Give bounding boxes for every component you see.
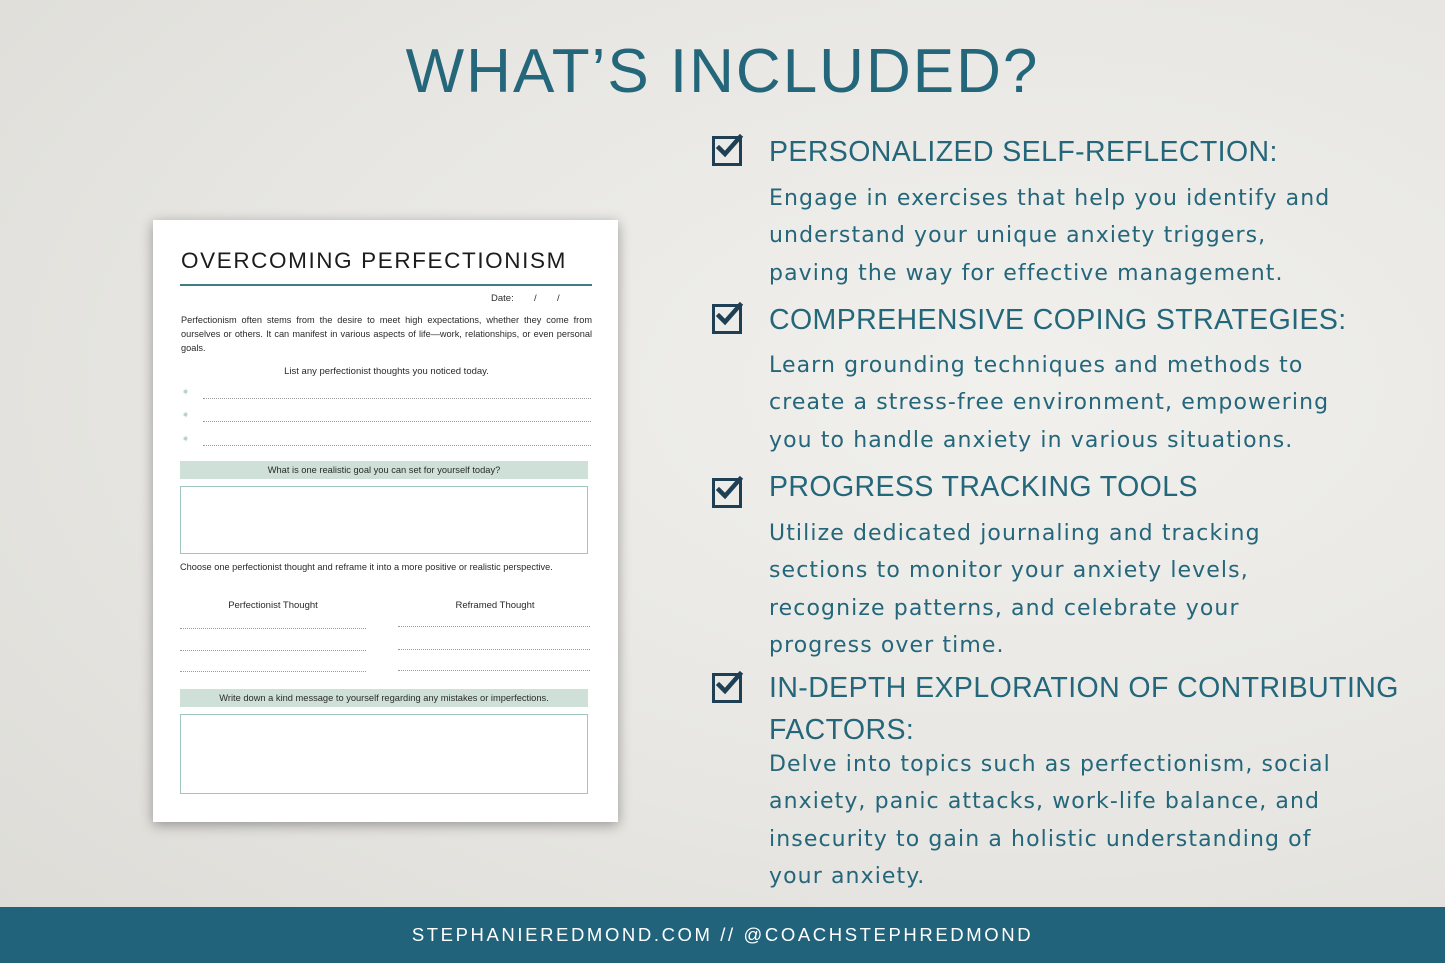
worksheet-title: OVERCOMING PERFECTIONISM bbox=[181, 248, 567, 273]
feature-title: PROGRESS TRACKING TOOLS bbox=[769, 471, 1198, 503]
dotted-line bbox=[203, 421, 591, 422]
dotted-line bbox=[180, 671, 366, 672]
checkbox-checked-icon bbox=[712, 673, 742, 703]
arrow-icon: ➧ bbox=[181, 409, 191, 421]
dotted-line bbox=[203, 445, 591, 446]
feature-description: Utilize dedicated journaling and tracking sections to monitor your anxiety levels, recognize patterns, and celebrate your progress over time. bbox=[769, 521, 1261, 658]
perfectionist-thought-label: Perfectionist Thought bbox=[228, 600, 318, 611]
reframe-prompt: Choose one perfectionist thought and reframe it into a more positive or realistic perspective. bbox=[180, 562, 553, 572]
worksheet-preview bbox=[153, 220, 618, 822]
kind-message-band: Write down a kind message to yourself regarding any mistakes or imperfections. bbox=[180, 689, 588, 707]
thought-line bbox=[181, 385, 591, 399]
footer-bar bbox=[0, 907, 1445, 963]
arrow-icon: ➧ bbox=[181, 433, 191, 445]
feature-title: IN-DEPTH EXPLORATION OF CONTRIBUTING FACTORS: bbox=[769, 672, 1399, 746]
title-divider bbox=[180, 284, 592, 286]
dotted-line bbox=[180, 628, 366, 629]
feature-description: Delve into topics such as perfectionism, social anxiety, panic attacks, work-life balance, and insecurity to gain a holistic understanding of your anxiety. bbox=[769, 752, 1331, 889]
worksheet-intro: Perfectionism often stems from the desire to meet high expectations, whether they come from ourselves or others. It can manifest in various aspects of life—work, relationships, or even personal goals. bbox=[181, 315, 592, 353]
checkbox-checked-icon bbox=[712, 478, 742, 508]
date-separator: / bbox=[557, 293, 560, 304]
dotted-line bbox=[398, 626, 590, 627]
feature-description: Learn grounding techniques and methods to create a stress-free environment, empowering you to handle anxiety in various situations. bbox=[769, 353, 1330, 453]
reframed-thought-label: Reframed Thought bbox=[455, 600, 535, 611]
feature-title: PERSONALIZED SELF-REFLECTION: bbox=[769, 136, 1278, 168]
page-headline: WHAT’S INCLUDED? bbox=[405, 37, 1040, 106]
arrow-icon: ➧ bbox=[181, 386, 191, 398]
dotted-line bbox=[180, 650, 366, 651]
feature-description: Engage in exercises that help you identify and understand your unique anxiety triggers, paving the way for effective management. bbox=[769, 186, 1331, 286]
kind-message-box bbox=[180, 714, 588, 794]
dotted-line bbox=[398, 670, 590, 671]
list-prompt: List any perfectionist thoughts you noticed today. bbox=[284, 366, 489, 377]
dotted-line bbox=[203, 398, 591, 399]
feature-title: COMPREHENSIVE COPING STRATEGIES: bbox=[769, 304, 1347, 336]
date-separator: / bbox=[534, 293, 537, 304]
goal-answer-box bbox=[180, 486, 588, 554]
footer-text: STEPHANIEREDMOND.COM // @COACHSTEPHREDMOND bbox=[411, 924, 1034, 945]
thought-line bbox=[181, 408, 591, 422]
goal-prompt-band: What is one realistic goal you can set for yourself today? bbox=[180, 461, 588, 479]
thought-line bbox=[181, 432, 591, 446]
date-label: Date: bbox=[491, 293, 514, 304]
checkbox-checked-icon bbox=[712, 304, 742, 334]
checkbox-checked-icon bbox=[712, 136, 742, 166]
dotted-line bbox=[398, 649, 590, 650]
